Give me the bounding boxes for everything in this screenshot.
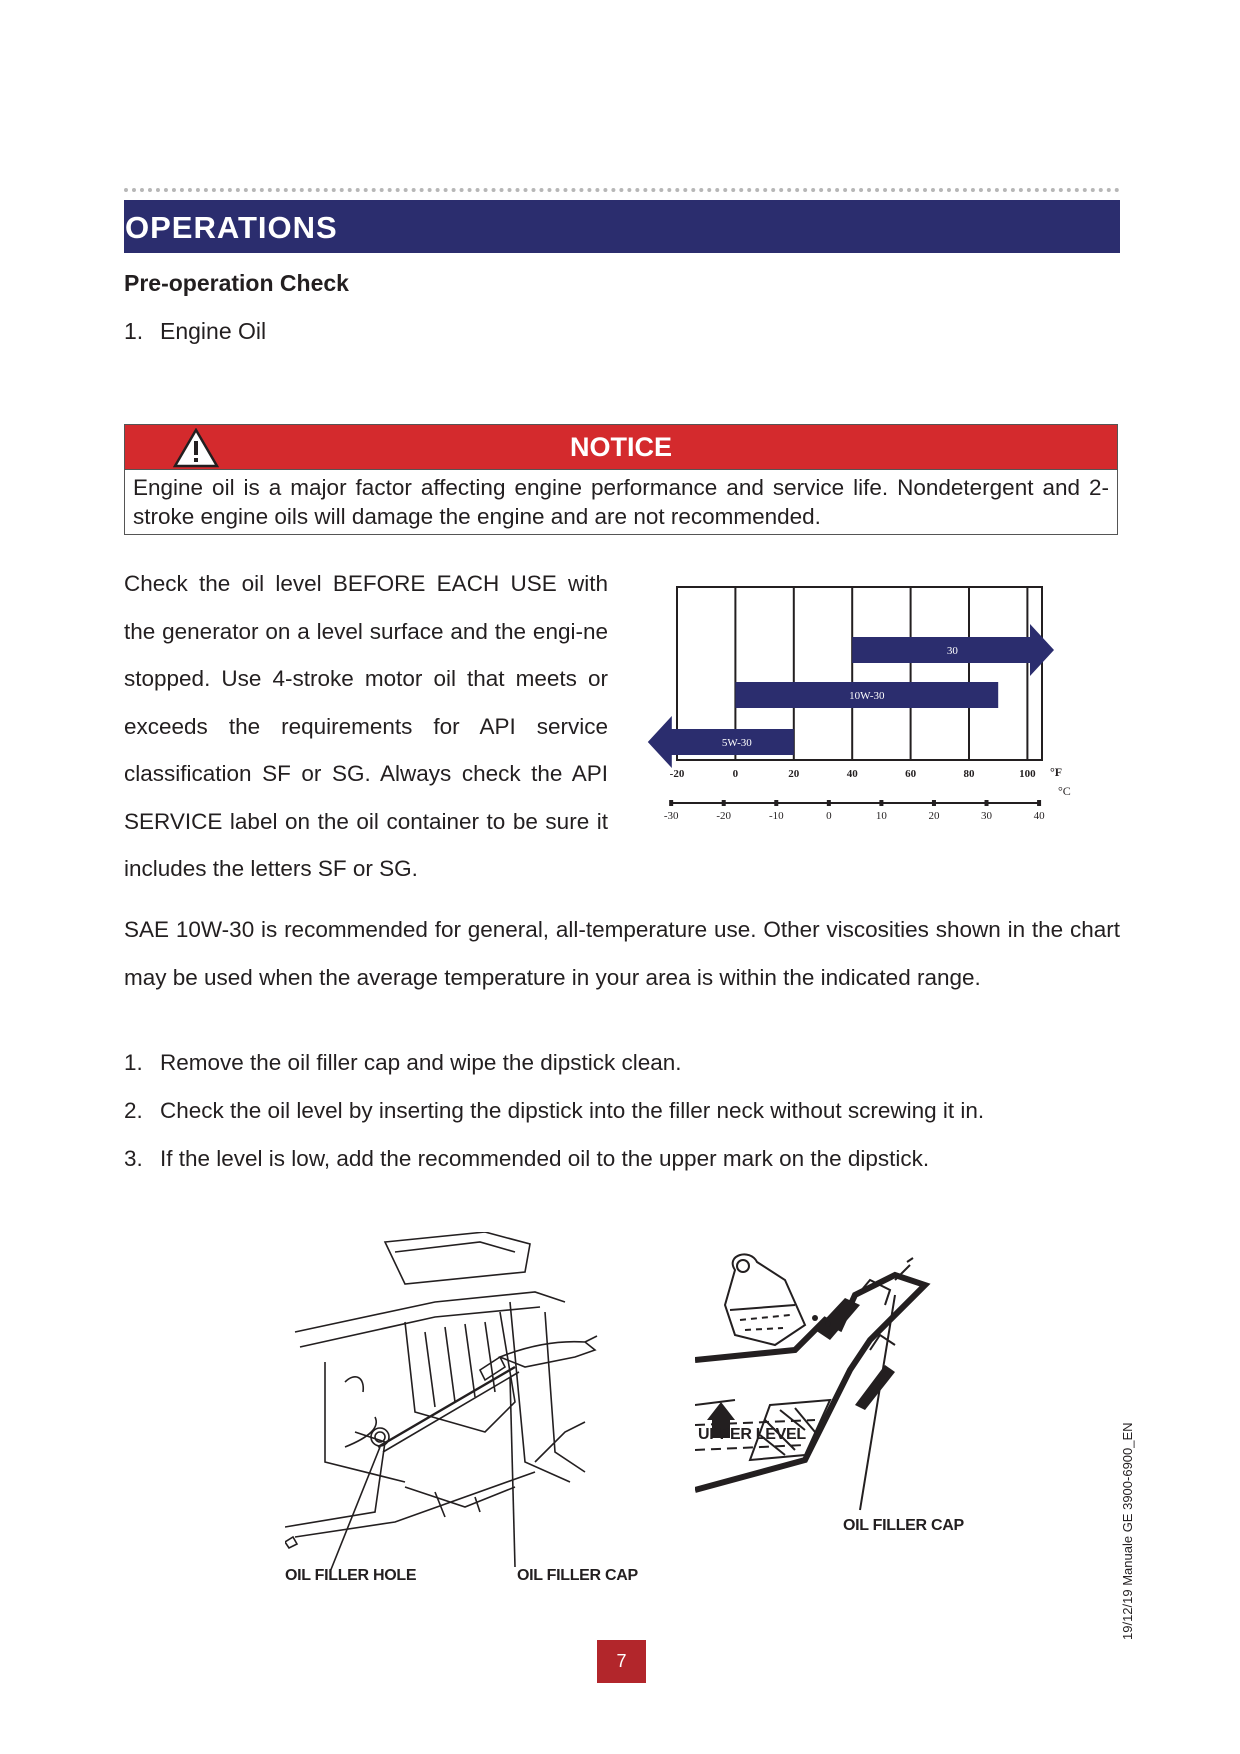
step-text: Check the oil level by inserting the dipstick into the filler neck without screwing it in. <box>160 1098 985 1123</box>
c-tick <box>669 800 673 806</box>
list-item-engine-oil <box>124 318 266 345</box>
oil-viscosity-chart <box>632 585 1102 850</box>
step-number: 3. <box>124 1146 143 1171</box>
f-tick-label: 80 <box>963 768 975 780</box>
item-number: 1. <box>124 318 144 344</box>
c-tick-label: 20 <box>928 810 940 822</box>
c-tick-label: -30 <box>663 810 679 822</box>
dotted-rule <box>124 188 1120 192</box>
footer-doc-code: 19/12/19 Manuale GE 3900-6900_EN <box>1120 1422 1135 1640</box>
step-text: Remove the oil filler cap and wipe the dipstick clean. <box>160 1050 682 1075</box>
c-tick-label: -20 <box>716 810 732 822</box>
c-tick <box>1037 800 1041 806</box>
caption-upper-level: UPPER LEVEL <box>698 1426 806 1443</box>
f-tick-label: 0 <box>732 768 739 780</box>
list-item <box>124 1050 1120 1098</box>
c-unit-label: °C <box>1058 784 1071 798</box>
page-number: 7 <box>597 1640 646 1683</box>
step-number: 2. <box>124 1098 143 1123</box>
engine-dipstick-illustration <box>285 1232 675 1580</box>
notice-body: Engine oil is a major factor affecting engine performance and service life. Nondetergent and 2-stroke engine oils will damage the engine and are not recommended. <box>133 475 1109 529</box>
bar-label: 10W-30 <box>849 690 885 702</box>
item-label: Engine Oil <box>160 318 267 344</box>
f-tick-label: 40 <box>846 768 858 780</box>
caption-oil-filler-cap-left: OIL FILLER CAP <box>517 1567 638 1584</box>
bar-label: 5W-30 <box>721 737 752 749</box>
caption-oil-filler-cap-right: OIL FILLER CAP <box>843 1517 964 1534</box>
recommendation-paragraph: SAE 10W-30 is recommended for general, all-temperature use. Other viscosities shown in the chart may be used when the average temperature in your area is within the indicated range. <box>124 917 1120 990</box>
f-unit-label: °F <box>1050 765 1063 779</box>
notice-box <box>124 424 1118 535</box>
caption-oil-filler-hole: OIL FILLER HOLE <box>285 1567 417 1584</box>
section-header-bar <box>124 200 1120 253</box>
step-text: If the level is low, add the recommended oil to the upper mark on the dipstick. <box>160 1146 930 1171</box>
section-title: OPERATIONS <box>125 210 338 245</box>
notice-header <box>125 425 1117 470</box>
c-tick <box>932 800 936 806</box>
chart-axes <box>664 765 1071 822</box>
c-tick <box>722 800 726 806</box>
procedure-steps <box>124 1050 1120 1194</box>
list-item <box>124 1098 1120 1146</box>
c-tick-label: 30 <box>981 810 993 822</box>
c-tick <box>879 800 883 806</box>
c-tick-label: 10 <box>875 810 887 822</box>
c-tick <box>827 800 831 806</box>
f-tick-label: 60 <box>905 768 917 780</box>
chart-bars <box>648 624 1054 768</box>
oil-check-paragraph: Check the oil level BEFORE EACH USE with the generator on a level surface and the engi-ne stopped. Use 4-stroke motor oil that meets or exceeds the requirements for API service classification SF or SG. Always check the API SERVICE label on the oil container to be sure it includes the letters SF or SG. <box>124 571 608 881</box>
step-number: 1. <box>124 1050 143 1075</box>
c-tick-label: -10 <box>768 810 784 822</box>
c-tick <box>774 800 778 806</box>
f-tick-label: 100 <box>1019 768 1036 780</box>
list-item <box>124 1146 1120 1194</box>
c-tick-label: 40 <box>1033 810 1045 822</box>
c-tick <box>985 800 989 806</box>
notice-title: NOTICE <box>569 432 672 462</box>
subheading: Pre-operation Check <box>124 270 349 296</box>
f-tick-label: -20 <box>669 768 685 780</box>
c-tick-label: 0 <box>826 810 832 822</box>
oil-level-illustration <box>695 1250 975 1550</box>
f-tick-label: 20 <box>788 768 800 780</box>
bar-label: 30 <box>946 645 958 657</box>
